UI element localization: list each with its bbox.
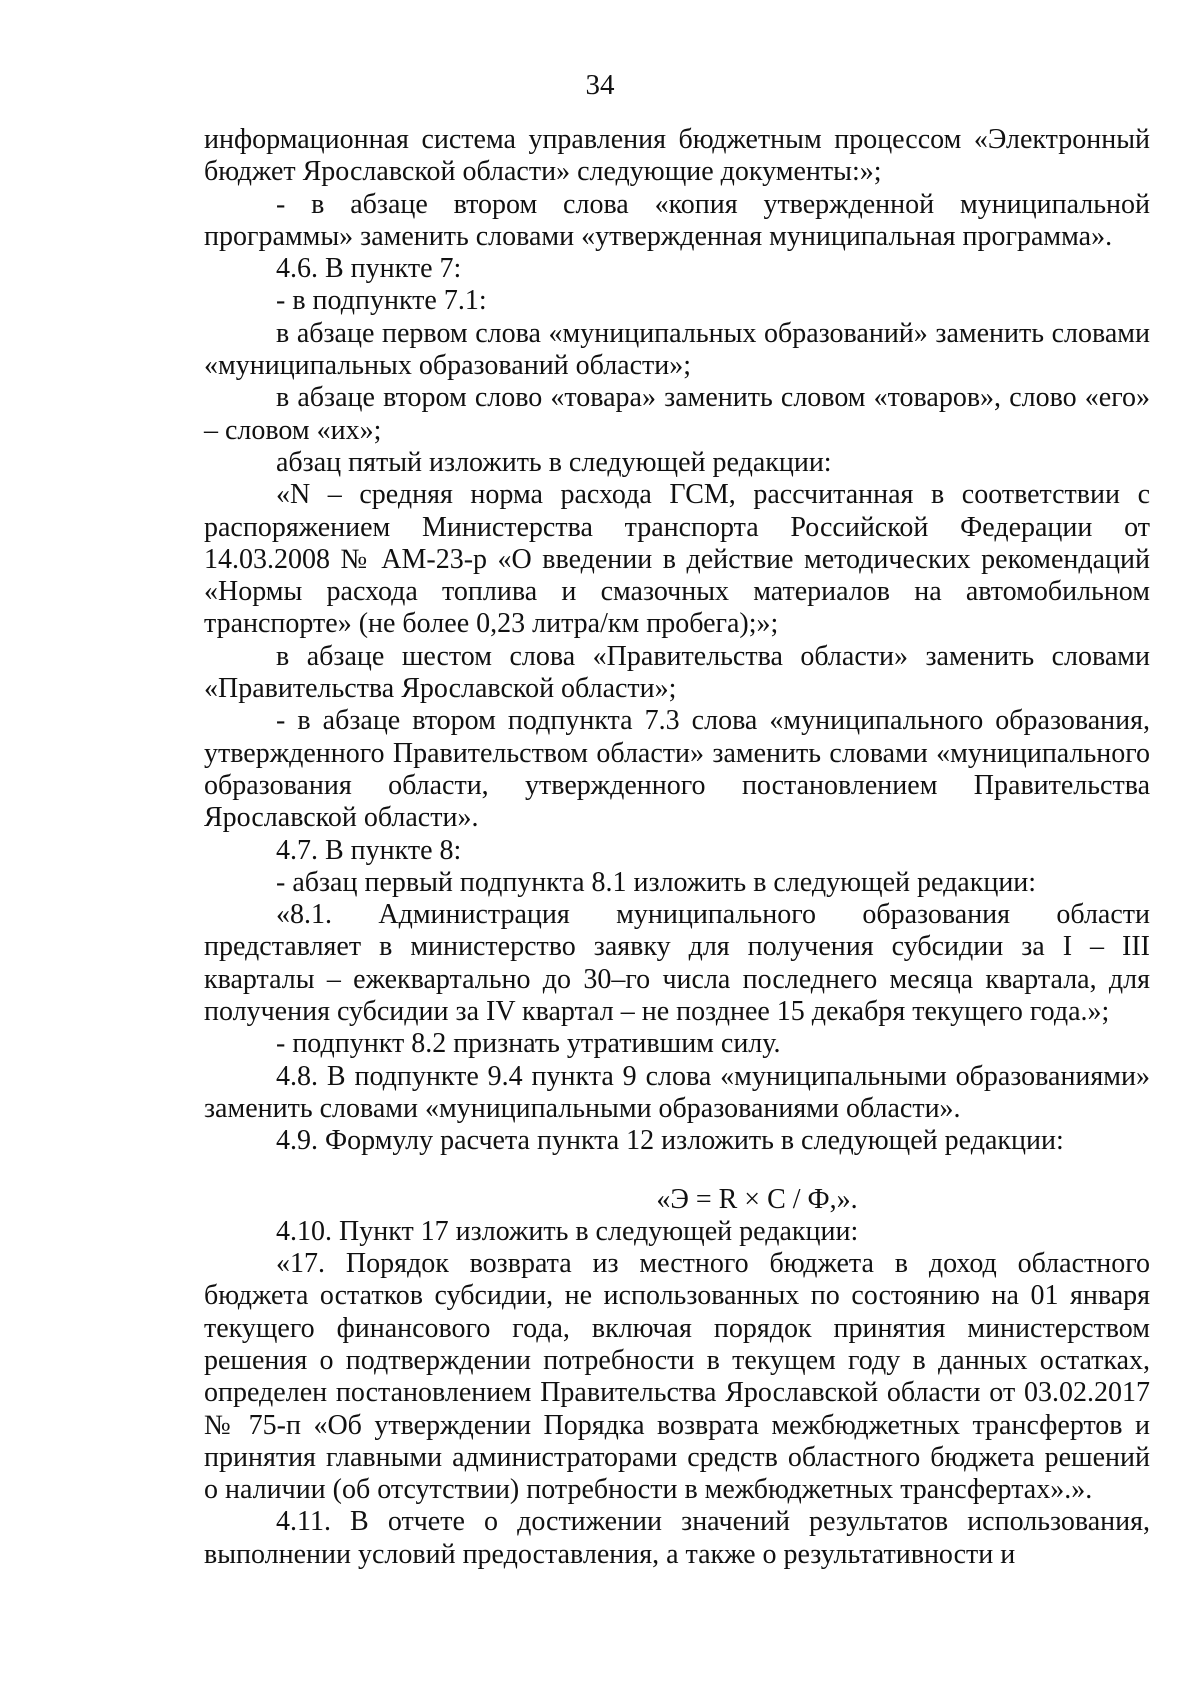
paragraph: - в подпункте 7.1: [276, 285, 487, 317]
paragraph: в абзаце шестом слова «Правительства области» заменить словами «Правительства Ярославской области»; [204, 640, 1150, 705]
page-number: 34 [585, 69, 615, 101]
paragraph: - в абзаце втором слова «копия утвержденной муниципальной программы» заменить словами «утвержденная муниципальная программа». [204, 188, 1150, 252]
paragraph: 4.9. Формулу расчета пункта 12 изложить в следующей редакции: [276, 1125, 1064, 1157]
paragraph: - абзац первый подпункта 8.1 изложить в следующей редакции: [276, 866, 1037, 898]
section-heading: 4.6. В пункте 7: [276, 253, 462, 285]
paragraph: - подпункт 8.2 признать утратившим силу. [276, 1028, 781, 1060]
paragraph: в абзаце первом слова «муниципальных образований» заменить словами «муниципальных образований области»; [204, 317, 1150, 382]
paragraph: в абзаце втором слово «товара» заменить словом «товаров», слово «его» – словом «их»; [204, 382, 1150, 446]
paragraph: информационная система управления бюджетным процессом «Электронный бюджет Ярославской области» следующие документы:»; [204, 124, 1150, 188]
paragraph: «8.1. Администрация муниципального образования области представляет в министерство заявку для получения субсидии за I – III кварталы – ежеквартально до 30–го числа последнего месяца квартала, для получения субсидии за IV квартал – не позднее 15 декабря текущего года.»; [204, 899, 1150, 1028]
paragraph: 4.11. В отчете о достижении значений результатов использования, выполнении условий предоставления, а также о результативности и [204, 1506, 1150, 1570]
document-body [204, 124, 1150, 1571]
paragraph: «17. Порядок возврата из местного бюджета в доход областного бюджета остатков субсидии, не использованных по состоянию на 01 января текущего финансового года, включая порядок принятия министерством решения о подтверждении потребности в текущем году в данных остатках, определен постановлением Правительства Ярославской области от 03.02.2017 № 75-п «Об утверждении Порядка возврата межбюджетных трансфертов и принятия главными администраторами средств областного бюджета решений о наличии (об отсутствии) потребности в межбюджетных трансфертах».». [204, 1248, 1150, 1506]
section-heading: 4.7. В пункте 8: [276, 834, 462, 866]
paragraph: 4.8. В подпункте 9.4 пункта 9 слова «муниципальными образованиями» заменить словами «муниципальными образованиями области». [204, 1060, 1150, 1124]
paragraph: абзац пятый изложить в следующей редакции: [276, 446, 832, 478]
section-heading: 4.10. Пункт 17 изложить в следующей редакции: [276, 1215, 859, 1247]
paragraph: «N – средняя норма расхода ГСМ, рассчитанная в соответствии с распоряжением Министерства транспорта Российской Федерации от 14.03.2008 № АМ-23-р «О введении в действие методических рекомендаций «Нормы расхода топлива и смазочных материалов на автомобильном транспорте» (не более 0,23 литра/км пробега);»; [204, 479, 1150, 640]
paragraph: - в абзаце втором подпункта 7.3 слова «муниципального образования, утвержденного Правительством области» заменить словами «муниципального образования области, утвержденного постановлением Правительства Ярославской области». [204, 705, 1150, 834]
formula: «Э = R × C / Ф,». [656, 1183, 858, 1215]
